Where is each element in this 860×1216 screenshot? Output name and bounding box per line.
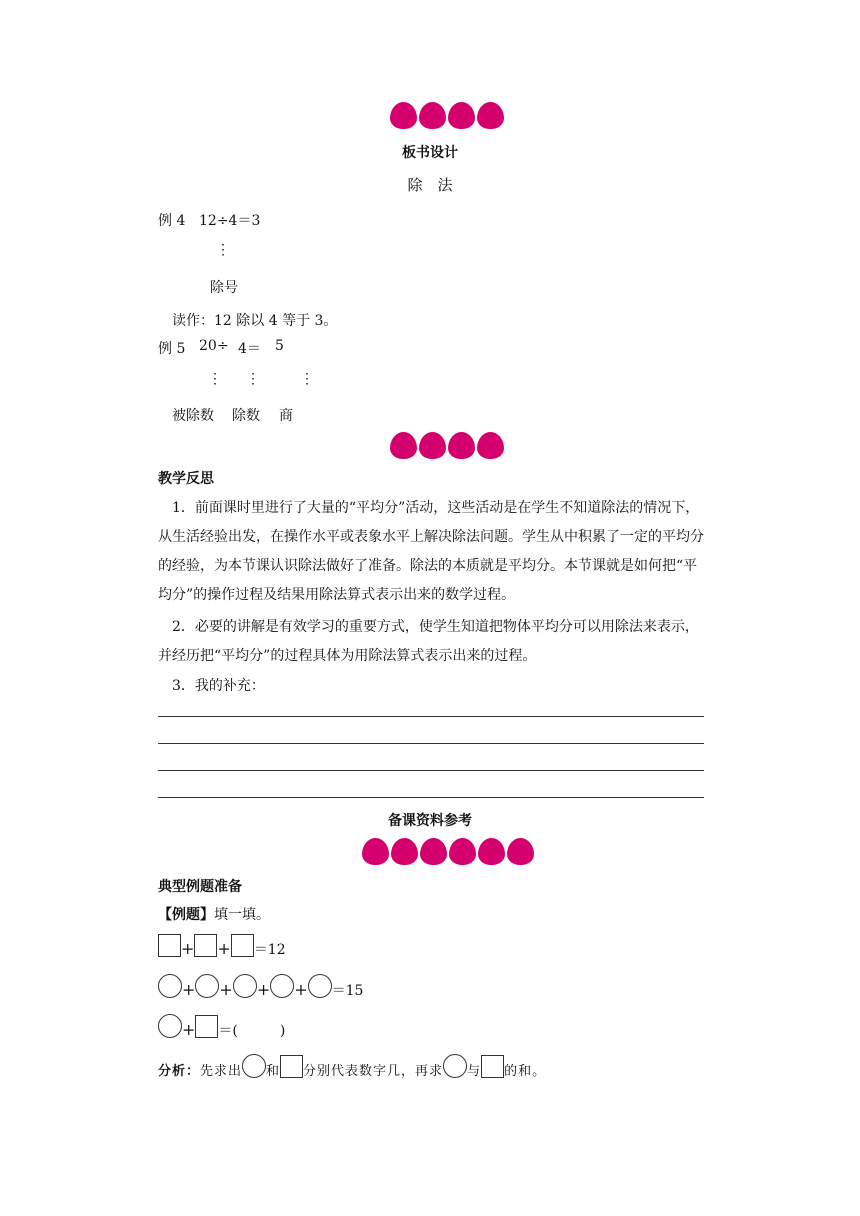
- reflection-paragraph-1: 1．前面课时里进行了大量的“平均分”活动，这些活动是在学生不知道除法的情况下，从生活经验出发，在操作水平或表象水平上解决除法问题。学生从中积累了一定的平均分的经验，为本节课认识除法做好了准备。除法的本质就是平均分。本节课就是如何把“平均分”的操作过程及结果用除法算式表示出来的数学过程。: [158, 500, 704, 603]
- square-box-icon: [280, 1055, 303, 1078]
- example-label: 【例题】: [158, 907, 214, 923]
- badge-icon: [478, 838, 505, 865]
- badge-icon: [390, 432, 417, 459]
- badge-icon: [448, 432, 475, 459]
- reflection-paragraph-2: 2．必要的讲解是有效学习的重要方式，使学生知道把物体平均分可以用除法来表示，并经历把“平均分”的过程具体为用除法算式表示出来的过程。: [158, 619, 699, 664]
- square-box-icon: [194, 934, 217, 957]
- circle-icon: [233, 974, 257, 998]
- badge-icon: [448, 102, 475, 129]
- example4-label: 例 4: [158, 213, 186, 229]
- badge-icon: [477, 102, 504, 129]
- badge-row-3: [362, 838, 534, 865]
- blank-line: [158, 797, 704, 798]
- blank-line: [158, 770, 704, 771]
- quotient-label: 商: [279, 408, 293, 424]
- example4-expression: 12÷4＝3: [199, 213, 261, 229]
- circle-icon: [158, 974, 182, 998]
- blank-line: [158, 743, 704, 744]
- vdots-marker: ⋮: [246, 371, 260, 387]
- badge-icon: [419, 432, 446, 459]
- plus-sign: +: [182, 1020, 196, 1039]
- vdots-marker: ⋮: [300, 371, 314, 387]
- equation-2-result: ＝15: [331, 983, 364, 999]
- vdots-marker: ⋮: [208, 371, 222, 387]
- equation-1: [158, 934, 286, 959]
- plus-sign: +: [217, 939, 231, 958]
- example5-part-b: 4＝: [238, 341, 261, 357]
- square-box-icon: [231, 934, 254, 957]
- analysis-text: 先求出: [200, 1064, 243, 1079]
- circle-icon: [242, 1054, 266, 1078]
- example5-part-c: 5: [275, 338, 284, 354]
- equation-3-result: ＝( ): [218, 1023, 286, 1039]
- plus-sign: +: [181, 939, 195, 958]
- reflection-paragraph-3: 3．我的补充：: [172, 678, 265, 694]
- analysis-text: 和: [266, 1064, 281, 1079]
- badge-icon: [449, 838, 476, 865]
- blank-line: [158, 716, 704, 717]
- circle-icon: [443, 1054, 467, 1078]
- example-line: [158, 904, 270, 924]
- badge-row-2: [390, 432, 504, 459]
- square-box-icon: [195, 1015, 218, 1038]
- division-sign-label: 除号: [210, 280, 238, 296]
- section-title-reference: 备课资料参考: [388, 813, 472, 829]
- square-box-icon: [158, 934, 181, 957]
- analysis-text: 的和。: [504, 1064, 547, 1079]
- circle-icon: [308, 974, 332, 998]
- circle-icon: [270, 974, 294, 998]
- example5-part-a: 20÷: [199, 338, 229, 354]
- reading-line: 读作：12 除以 4 等于 3。: [172, 313, 338, 329]
- equation-3: [158, 1014, 285, 1040]
- vdots-marker: ⋮: [216, 242, 230, 258]
- badge-icon: [419, 102, 446, 129]
- badge-row-1: [390, 102, 504, 129]
- example5-label: 例 5: [158, 341, 186, 357]
- analysis-line: [158, 1054, 546, 1079]
- badge-icon: [362, 838, 389, 865]
- badge-icon: [507, 838, 534, 865]
- analysis-label: 分析：: [158, 1064, 201, 1079]
- plus-sign: +: [294, 980, 308, 999]
- square-box-icon: [481, 1055, 504, 1078]
- badge-icon: [477, 432, 504, 459]
- dividend-label: 被除数: [172, 408, 214, 424]
- badge-icon: [390, 102, 417, 129]
- divisor-label: 除数: [232, 408, 260, 424]
- equation-2: [158, 974, 363, 1000]
- equation-1-result: ＝12: [253, 942, 286, 958]
- example-text: 填一填。: [214, 907, 270, 923]
- badge-icon: [420, 838, 447, 865]
- analysis-text: 与: [467, 1064, 482, 1079]
- section-title-board-design: 板书设计: [402, 145, 458, 161]
- section-title-reflection: 教学反思: [158, 471, 214, 487]
- circle-icon: [195, 974, 219, 998]
- badge-icon: [391, 838, 418, 865]
- analysis-text: 分别代表数字几，再求: [303, 1064, 444, 1079]
- plus-sign: +: [256, 980, 271, 999]
- plus-sign: +: [219, 980, 233, 999]
- lesson-title: 除 法: [407, 176, 453, 194]
- circle-icon: [158, 1014, 182, 1038]
- plus-sign: +: [182, 980, 196, 999]
- typical-example-heading: 典型例题准备: [158, 879, 242, 895]
